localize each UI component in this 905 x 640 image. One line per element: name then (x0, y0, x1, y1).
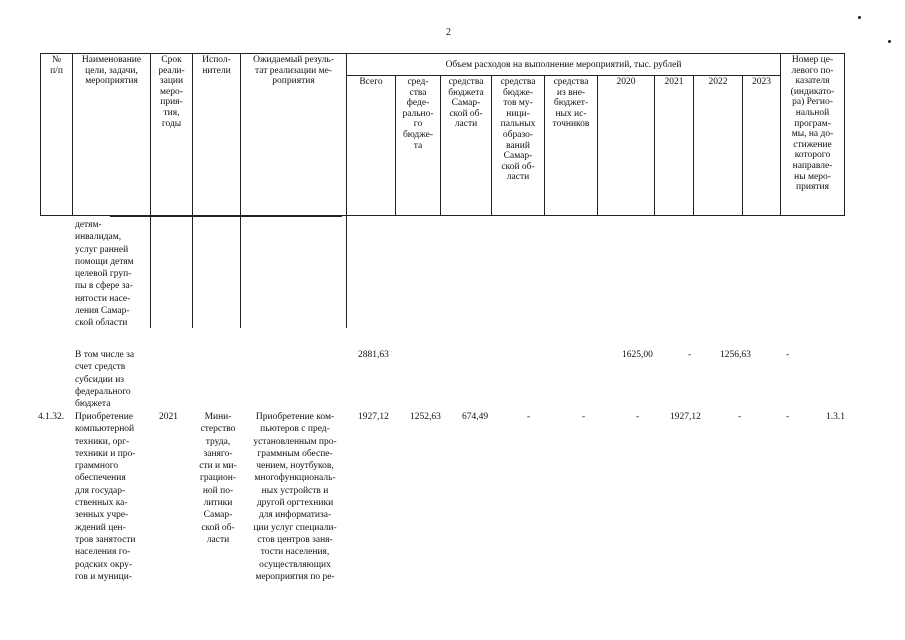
scan-dot (888, 40, 891, 43)
row-total: 1927,12 (358, 412, 389, 422)
column-rule (346, 216, 347, 328)
row-federal: 1252,63 (410, 412, 441, 422)
row-result: Приобретение ком- пьютеров с пред- установленным про- граммным обеспе- чением, ноутбуков, многофункциональ- ных устройств и другой оргтехники для информатиза- ции услуг специали- стов центров заня- тости населения, осуществляющих мероприятия по ре- (253, 412, 337, 582)
row-2021: 1927,12 (670, 412, 701, 422)
column-rule (150, 216, 151, 328)
header-regional: средства бюджета Самар- ской об- ласти (441, 76, 492, 216)
row-2022: - (738, 412, 742, 422)
row-regional: 674,49 (462, 412, 489, 422)
row-municipal: - (527, 412, 531, 422)
header-volume: Объем расходов на выполнение мероприятий, тыс. рублей (347, 54, 781, 76)
header-executors: Испол- нители (193, 54, 241, 216)
subsidy-row-name: В том числе за счет средств субсидии из федерального бюджета (75, 350, 135, 410)
row-executor: Мини- стерство труда, заняго- сти и ми- грацион- ной по- литики Самар- ской об- ласти (199, 412, 237, 545)
column-rule (192, 216, 193, 328)
header-2023: 2023 (743, 76, 781, 216)
row-term: 2021 (159, 412, 178, 422)
subsidy-2021: - (688, 350, 692, 360)
subsidy-2020: 1625,00 (622, 350, 653, 360)
subsidy-2022: 1256,63 (720, 350, 751, 360)
header-2022: 2022 (694, 76, 743, 216)
subsidy-2023: - (786, 350, 790, 360)
subsidy-total: 2881,63 (358, 350, 389, 360)
row-offbudget: - (582, 412, 586, 422)
row-2023: - (786, 412, 790, 422)
scan-dot (858, 16, 861, 19)
row-2020: - (636, 412, 640, 422)
table-header (40, 53, 845, 216)
header-offbudget: средства из вне- бюджет- ных ис- точников (545, 76, 598, 216)
column-rule (240, 216, 241, 328)
header-2021: 2021 (655, 76, 694, 216)
header-name: Наименование цели, задачи, мероприятия (73, 54, 151, 216)
header-result: Ожидаемый резуль- тат реализации ме- роприятия (241, 54, 347, 216)
header-federal: сред- ства феде- рально- го бюдже- та (396, 76, 441, 216)
row-target: 1.3.1 (826, 412, 845, 422)
row-name: Приобретение компьютерной техники, орг- техники и про- граммного обеспечения для государ- ственных ка- зенных учре- ждений цен- тров занятости населения го- родских окру- гов и муници- (75, 412, 136, 582)
header-target: Номер це- левого по- казателя (индикато- ра) Регио- нальной програм- мы, на до- стижение которого направле- ны меро- приятия (781, 54, 845, 216)
header-2020: 2020 (598, 76, 655, 216)
header-total: Всего (347, 76, 396, 216)
header-num: № п/п (41, 54, 73, 216)
row-number: 4.1.32. (38, 412, 65, 422)
page-number: 2 (446, 27, 451, 38)
header-municipal: средства бюдже- тов му- ници- пальных образо- ваний Самар- ской об- ласти (492, 76, 545, 216)
continuation-top-rule (110, 216, 342, 217)
continuation-text: детям- инвалидам, услуг ранней помощи детям целевой груп- пы в сфере за- нятости насе- ления Самар- ской области (75, 220, 134, 329)
header-term: Срок реали- зации меро- прия- тия, годы (151, 54, 193, 216)
